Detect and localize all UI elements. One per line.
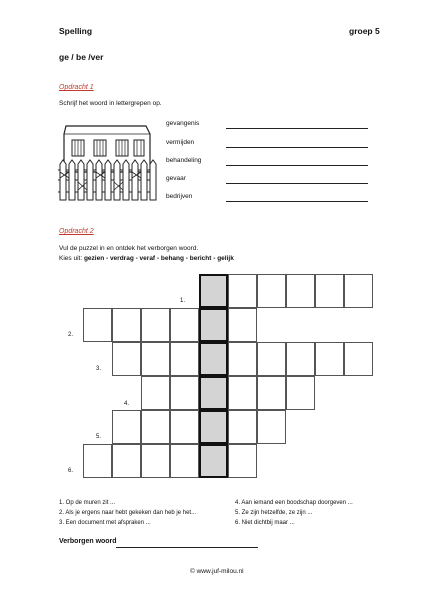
crossword-cell[interactable] [344, 274, 373, 308]
crossword-cell[interactable] [228, 376, 257, 410]
crossword-cell[interactable] [141, 342, 170, 376]
choices-line [59, 255, 234, 262]
crossword-cell[interactable] [170, 342, 199, 376]
row-number-2: 2. [68, 332, 74, 338]
hidden-word-cell[interactable] [199, 444, 228, 478]
row-number-3: 3. [96, 366, 102, 372]
word-4: gevaar [166, 175, 186, 182]
crossword-cell[interactable] [257, 342, 286, 376]
crossword-cell[interactable] [170, 444, 199, 478]
clue-4: 4. Aan iemand een boodschap doorgeven ... [235, 500, 353, 506]
clue-5: 5. Ze zijn hetzelfde, ze zijn ... [235, 510, 313, 516]
row-number-1: 1. [180, 298, 186, 304]
row-number-4: 4. [124, 401, 130, 407]
crossword-cell[interactable] [286, 376, 315, 410]
crossword-cell[interactable] [170, 376, 199, 410]
clue-1: 1. Op de muren zit ... [59, 500, 116, 506]
clue-2: 2. Als je ergens naar hebt gekeken dan heb je het... [59, 510, 197, 516]
crossword-cell[interactable] [286, 274, 315, 308]
crossword-cell[interactable] [257, 410, 286, 444]
crossword-cell[interactable] [141, 444, 170, 478]
crossword-cell[interactable] [228, 444, 257, 478]
answer-line-5[interactable] [226, 201, 368, 202]
page-title: Spelling [59, 26, 93, 36]
crossword-cell[interactable] [141, 376, 170, 410]
word-5: bedrijven [166, 193, 193, 200]
exercise2-instruction: Vul de puzzel in en ontdek het verborgen woord. [59, 245, 199, 252]
word-3: behandeling [166, 157, 202, 164]
crossword-cell[interactable] [344, 342, 373, 376]
choices-label: Kies uit: [59, 255, 83, 262]
hidden-word-cell[interactable] [199, 342, 228, 376]
hidden-word-cell[interactable] [199, 410, 228, 444]
answer-line-3[interactable] [226, 165, 368, 166]
hidden-word-label: Verborgen woord [59, 538, 117, 545]
exercise1-instruction: Schrijf het woord in lettergrepen op. [59, 100, 162, 107]
clue-6: 6. Niet dichtbij maar ... [235, 520, 295, 526]
crossword-cell[interactable] [83, 308, 112, 342]
crossword-cell[interactable] [83, 444, 112, 478]
choices-words: gezien - verdrag - veraf - behang - bericht - gelijk [83, 255, 234, 262]
crossword-cell[interactable] [228, 342, 257, 376]
crossword-cell[interactable] [112, 308, 141, 342]
page-subtitle: ge / be /ver [59, 52, 104, 62]
crossword-cell[interactable] [228, 274, 257, 308]
crossword-cell[interactable] [257, 376, 286, 410]
crossword-cell[interactable] [315, 274, 344, 308]
hidden-word-cell[interactable] [199, 308, 228, 342]
crossword-cell[interactable] [141, 308, 170, 342]
crossword-cell[interactable] [228, 308, 257, 342]
crossword-cell[interactable] [141, 410, 170, 444]
prison-building-drawing [56, 120, 158, 202]
crossword-cell[interactable] [170, 410, 199, 444]
hidden-word-cell[interactable] [199, 274, 228, 308]
exercise1-label: Opdracht 1 [59, 84, 94, 91]
crossword-cell[interactable] [112, 342, 141, 376]
exercise2-label: Opdracht 2 [59, 228, 94, 235]
crossword-cell[interactable] [112, 410, 141, 444]
answer-line-2[interactable] [226, 147, 368, 148]
row-number-5: 5. [96, 434, 102, 440]
word-2: vermijden [166, 139, 195, 146]
clue-3: 3. Een document met afspraken ... [59, 520, 151, 526]
crossword-cell[interactable] [257, 274, 286, 308]
crossword-cell[interactable] [112, 444, 141, 478]
crossword-cell[interactable] [315, 342, 344, 376]
crossword-cell[interactable] [228, 410, 257, 444]
crossword-cell[interactable] [170, 308, 199, 342]
hidden-word-line[interactable] [116, 547, 258, 548]
crossword-cell[interactable] [286, 342, 315, 376]
group-label: groep 5 [349, 26, 380, 36]
hidden-word-cell[interactable] [199, 376, 228, 410]
answer-line-4[interactable] [226, 183, 368, 184]
row-number-6: 6. [68, 468, 74, 474]
word-1: gevangenis [166, 120, 200, 127]
copyright: © www.juf-milou.nl [190, 568, 244, 575]
answer-line-1[interactable] [226, 128, 368, 129]
